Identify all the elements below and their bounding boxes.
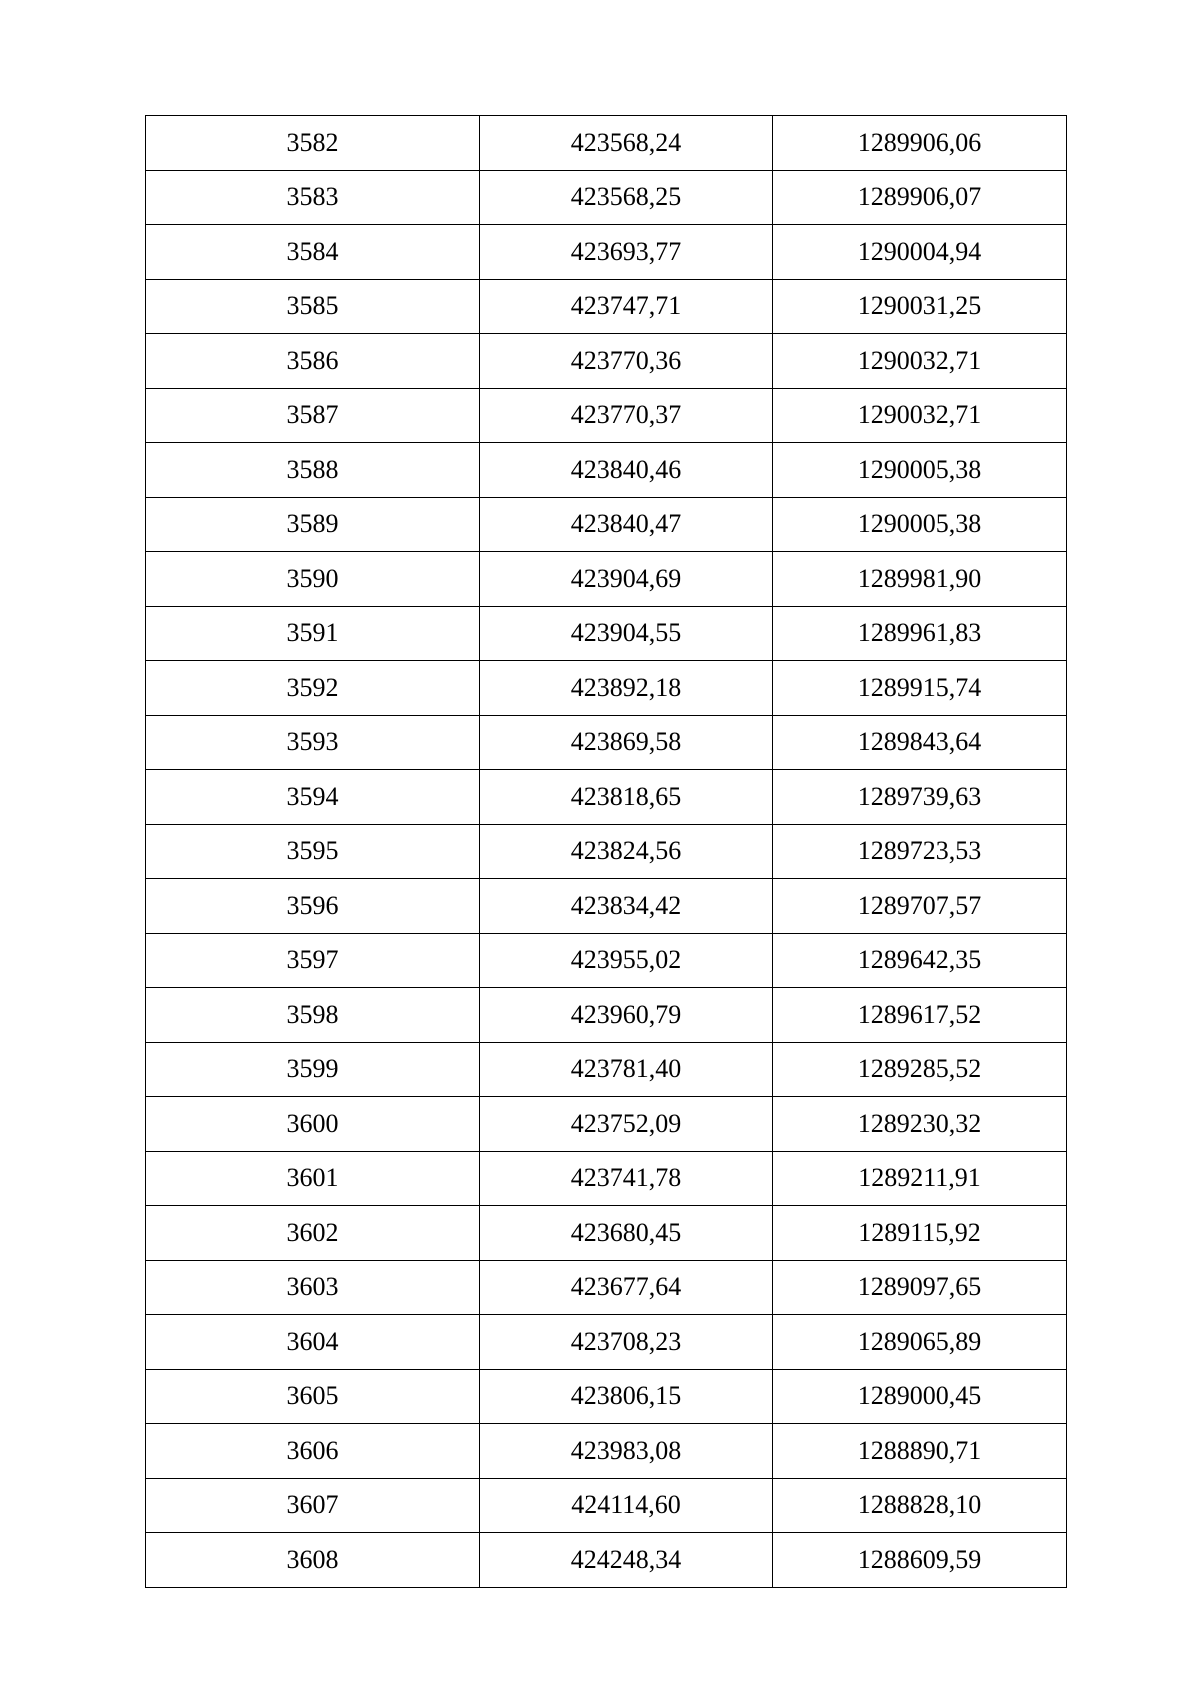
point-number-cell: 3600	[146, 1097, 480, 1152]
x-coordinate-cell: 423892,18	[480, 661, 773, 716]
x-coordinate-cell: 424114,60	[480, 1478, 773, 1533]
x-coordinate-cell: 423752,09	[480, 1097, 773, 1152]
table-row	[146, 1315, 1067, 1370]
x-coordinate-cell: 423834,42	[480, 879, 773, 934]
y-coordinate-cell: 1290005,38	[773, 443, 1067, 498]
table-row	[146, 552, 1067, 607]
table-row	[146, 1533, 1067, 1588]
table-row	[146, 1042, 1067, 1097]
y-coordinate-cell: 1289642,35	[773, 933, 1067, 988]
x-coordinate-cell: 423904,55	[480, 606, 773, 661]
point-number-cell: 3593	[146, 715, 480, 770]
point-number-cell: 3586	[146, 334, 480, 389]
x-coordinate-cell: 423680,45	[480, 1206, 773, 1261]
y-coordinate-cell: 1288609,59	[773, 1533, 1067, 1588]
point-number-cell: 3608	[146, 1533, 480, 1588]
table-row	[146, 879, 1067, 934]
x-coordinate-cell: 423708,23	[480, 1315, 773, 1370]
x-coordinate-cell: 423770,37	[480, 388, 773, 443]
table-row	[146, 279, 1067, 334]
x-coordinate-cell: 423955,02	[480, 933, 773, 988]
y-coordinate-cell: 1290032,71	[773, 388, 1067, 443]
x-coordinate-cell: 423840,47	[480, 497, 773, 552]
y-coordinate-cell: 1289211,91	[773, 1151, 1067, 1206]
table-row	[146, 715, 1067, 770]
table-row	[146, 770, 1067, 825]
point-number-cell: 3601	[146, 1151, 480, 1206]
table-row	[146, 824, 1067, 879]
y-coordinate-cell: 1289285,52	[773, 1042, 1067, 1097]
y-coordinate-cell: 1289843,64	[773, 715, 1067, 770]
y-coordinate-cell: 1289961,83	[773, 606, 1067, 661]
table-row	[146, 1097, 1067, 1152]
y-coordinate-cell: 1288828,10	[773, 1478, 1067, 1533]
y-coordinate-cell: 1289906,06	[773, 116, 1067, 171]
x-coordinate-cell: 423770,36	[480, 334, 773, 389]
x-coordinate-cell: 423741,78	[480, 1151, 773, 1206]
x-coordinate-cell: 424248,34	[480, 1533, 773, 1588]
x-coordinate-cell: 423904,69	[480, 552, 773, 607]
y-coordinate-cell: 1289981,90	[773, 552, 1067, 607]
point-number-cell: 3594	[146, 770, 480, 825]
x-coordinate-cell: 423960,79	[480, 988, 773, 1043]
y-coordinate-cell: 1289230,32	[773, 1097, 1067, 1152]
point-number-cell: 3592	[146, 661, 480, 716]
table-row	[146, 443, 1067, 498]
y-coordinate-cell: 1290004,94	[773, 225, 1067, 280]
point-number-cell: 3588	[146, 443, 480, 498]
table-row	[146, 225, 1067, 280]
table-row	[146, 334, 1067, 389]
table-row	[146, 1424, 1067, 1479]
point-number-cell: 3602	[146, 1206, 480, 1261]
y-coordinate-cell: 1289097,65	[773, 1260, 1067, 1315]
x-coordinate-cell: 423806,15	[480, 1369, 773, 1424]
point-number-cell: 3590	[146, 552, 480, 607]
point-number-cell: 3595	[146, 824, 480, 879]
table-row	[146, 606, 1067, 661]
y-coordinate-cell: 1289000,45	[773, 1369, 1067, 1424]
y-coordinate-cell: 1290005,38	[773, 497, 1067, 552]
point-number-cell: 3598	[146, 988, 480, 1043]
point-number-cell: 3591	[146, 606, 480, 661]
table-row	[146, 1206, 1067, 1261]
table-row	[146, 988, 1067, 1043]
point-number-cell: 3605	[146, 1369, 480, 1424]
point-number-cell: 3582	[146, 116, 480, 171]
x-coordinate-cell: 423983,08	[480, 1424, 773, 1479]
x-coordinate-cell: 423824,56	[480, 824, 773, 879]
point-number-cell: 3587	[146, 388, 480, 443]
y-coordinate-cell: 1290032,71	[773, 334, 1067, 389]
y-coordinate-cell: 1288890,71	[773, 1424, 1067, 1479]
x-coordinate-cell: 423869,58	[480, 715, 773, 770]
table-row	[146, 170, 1067, 225]
point-number-cell: 3604	[146, 1315, 480, 1370]
y-coordinate-cell: 1289707,57	[773, 879, 1067, 934]
point-number-cell: 3589	[146, 497, 480, 552]
point-number-cell: 3596	[146, 879, 480, 934]
y-coordinate-cell: 1290031,25	[773, 279, 1067, 334]
coordinates-table-body	[146, 116, 1067, 1588]
point-number-cell: 3583	[146, 170, 480, 225]
table-row	[146, 388, 1067, 443]
table-row	[146, 497, 1067, 552]
table-row	[146, 116, 1067, 171]
point-number-cell: 3607	[146, 1478, 480, 1533]
table-row	[146, 661, 1067, 716]
x-coordinate-cell: 423693,77	[480, 225, 773, 280]
x-coordinate-cell: 423818,65	[480, 770, 773, 825]
y-coordinate-cell: 1289065,89	[773, 1315, 1067, 1370]
coordinates-table	[145, 115, 1067, 1588]
table-row	[146, 933, 1067, 988]
point-number-cell: 3606	[146, 1424, 480, 1479]
point-number-cell: 3597	[146, 933, 480, 988]
y-coordinate-cell: 1289723,53	[773, 824, 1067, 879]
point-number-cell: 3603	[146, 1260, 480, 1315]
y-coordinate-cell: 1289115,92	[773, 1206, 1067, 1261]
point-number-cell: 3599	[146, 1042, 480, 1097]
y-coordinate-cell: 1289906,07	[773, 170, 1067, 225]
x-coordinate-cell: 423568,25	[480, 170, 773, 225]
x-coordinate-cell: 423568,24	[480, 116, 773, 171]
x-coordinate-cell: 423840,46	[480, 443, 773, 498]
table-row	[146, 1478, 1067, 1533]
table-row	[146, 1151, 1067, 1206]
y-coordinate-cell: 1289739,63	[773, 770, 1067, 825]
x-coordinate-cell: 423677,64	[480, 1260, 773, 1315]
x-coordinate-cell: 423747,71	[480, 279, 773, 334]
y-coordinate-cell: 1289915,74	[773, 661, 1067, 716]
point-number-cell: 3585	[146, 279, 480, 334]
table-row	[146, 1369, 1067, 1424]
x-coordinate-cell: 423781,40	[480, 1042, 773, 1097]
table-row	[146, 1260, 1067, 1315]
y-coordinate-cell: 1289617,52	[773, 988, 1067, 1043]
point-number-cell: 3584	[146, 225, 480, 280]
